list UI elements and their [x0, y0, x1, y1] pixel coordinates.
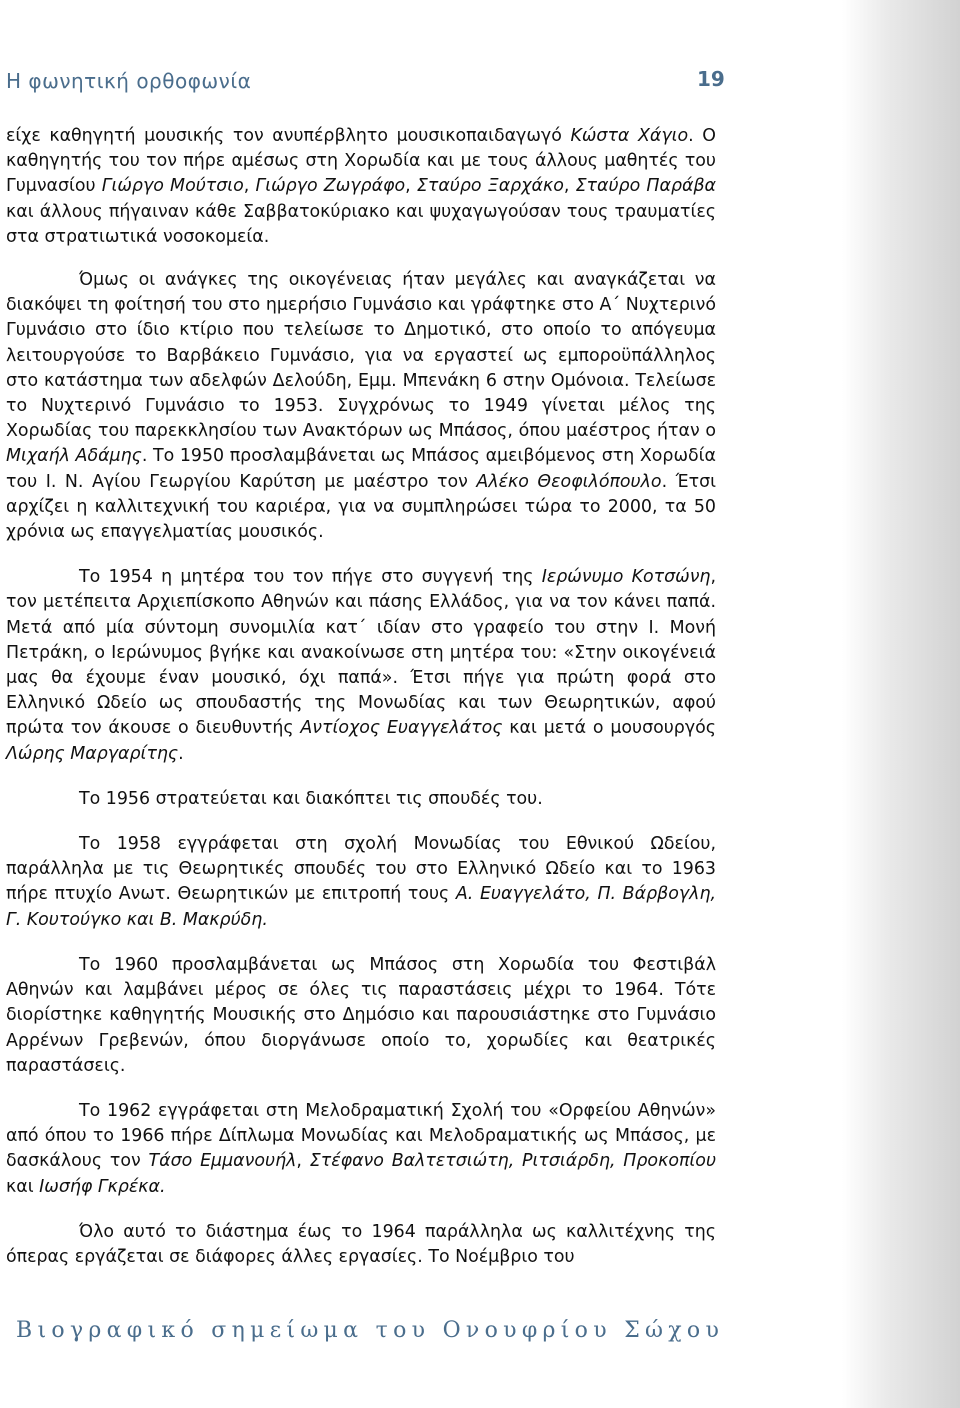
text-run: . Έτσι αρχίζει η καλλιτεχνική του καριέρα, για να συμπληρώσει τώρα το 2000, τα 50 χρόνια ως επαγγελματίας μουσικός. [6, 471, 716, 543]
page-edge-shadow [842, 0, 960, 1408]
text-run: Το 1954 η μητέρα του τον πήγε στο συγγενή της [79, 567, 542, 588]
paragraph-6 [6, 953, 716, 1079]
italic-name: Σταύρο Παράβα [575, 176, 717, 197]
running-header-title: Η φωνητική ορθοφωνία [6, 69, 252, 93]
paragraph-4 [6, 787, 716, 812]
italic-name: Σταύρο Ξαρχάκο [416, 176, 564, 197]
text-run: Όμως οι ανάγκες της οικογένειας ήταν μεγάλες και αναγκάζεται να διακόψει τη φοίτησή του στο ημερήσιο Γυμνάσιο και γράφτηκε στο Α΄ Νυχτερινό Γυμνάσιο στο ίδιο κτίριο που τελείωσε το Δημοτικό, στο οποίο το απόγευμα λειτουργούσε το Βαρβάκειο Γυμνάσιο, για να εργαστεί ως εμποροϋπάλληλος στο κατάστημα των αδελφών Δελούδη, Εμμ. Μπενάκη 6 στην Ομόνοια. Τελείωσε το Νυχτερινό Γυμνάσιο το 1953. Συγχρόνως το 1949 γίνεται μέλος της Χορωδίας του παρεκκλησίου των Ανακτόρων ως Μπάσος, όπου μαέστρος ήταν ο [6, 270, 716, 442]
italic-name: Μιχαήλ Αδάμης [6, 446, 142, 467]
text-run: είχε καθηγητή μουσικής τον ανυπέρβλητο μουσικοπαιδαγωγό [6, 126, 571, 146]
text-run: Όλο αυτό το διάστημα έως το 1964 παράλληλα ως καλλιτέχνης της όπερας εργάζεται σε διάφορες άλλες εργασίες. Το Νοέμβριο του [6, 1221, 716, 1267]
italic-name: Αλέκο Θεοφιλόπουλο [476, 471, 662, 492]
text-run: . Ο καθηγητής του τον πήρε αμέσως στη Χορωδία και με τους άλλους μαθητές του Γυμνασίου [6, 126, 716, 197]
italic-name: Τάσο Εμμανουήλ [148, 1151, 297, 1172]
paragraph-1 [6, 124, 716, 250]
document-body [6, 124, 716, 1290]
text-run: . [178, 743, 184, 764]
text-run: Το 1962 εγγράφεται στη Μελοδραματική Σχολή του «Ορφείου Αθηνών» από όπου το 1966 πήρε Δίπλωμα Μονωδίας και Μελοδραματικής ως Μπάσος, με δασκάλους τον [6, 1100, 716, 1172]
paragraph-2 [6, 268, 716, 545]
text-run: , [243, 176, 256, 197]
page-number: 19 [697, 67, 725, 91]
text-run: και μετά ο μουσουργός [502, 718, 716, 739]
italic-name: Ιωσήφ Γκρέκα. [39, 1176, 166, 1197]
paragraph-3 [6, 565, 716, 767]
text-run: , [405, 176, 417, 197]
italic-name: Ιερώνυμο Κοτσώνη [541, 567, 711, 588]
text-run: και [6, 1176, 40, 1197]
text-run: , τον μετέπειτα Αρχιεπίσκοπο Αθηνών και πάσης Ελλάδος, για να τον κάνει παπά. Μετά από μία σύντομη συνομιλία κατ΄ ιδίαν στο γραφείο του στην Ι. Μονή Πετράκη, ο Ιερώνυμος βγήκε και ανακοίνωσε στη μητέρα του: «Στην οικογένειά μας θα έχουμε έναν μουσικό, όχι παπά». Έτσι πήγε για πρώτη φορά στο Ελληνικό Ωδείο ως σπουδαστής της Μονωδίας και των Θεωρητικών, αφού πρώτα τον άκουσε ο διευθυντής [6, 567, 716, 739]
italic-name: Α. Ευαγγελάτο, Π. Βάρβογλη, Γ. Κουτούγκο και Β. Μακρύδη. [6, 884, 716, 930]
paragraph-5 [6, 832, 716, 933]
italic-name: Στέφανο Βαλτετσιώτη, Ριτσιάρδη, Προκοπίου [309, 1151, 717, 1172]
text-run: και άλλους πήγαιναν κάθε Σαββατοκύριακο και ψυχαγωγούσαν τους τραυματίες στα στρατιωτικά νοσοκομεία. [6, 201, 716, 247]
text-run: Το 1956 στρατεύεται και διακόπτει τις σπουδές του. [79, 788, 543, 809]
text-run: Το 1960 προσλαμβάνεται ως Μπάσος στη Χορωδία του Φεστιβάλ Αθηνών και λαμβάνει μέρος σε όλες τις παραστάσεις μέχρι το 1964. Τότε διορίστηκε καθηγητής Μουσικής στο Δημόσιο και παρουσιάστηκε στο Γυμνάσιο Αρρένων Γρεβενών, όπου διοργάνωσε οποίο το, χορωδίες και θεατρικές παραστάσεις. [6, 954, 716, 1076]
text-run: , [563, 176, 576, 197]
italic-name: Γιώργο Ζωγράφο [255, 176, 406, 197]
italic-name: Γιώργο Μούτσιο [101, 176, 244, 197]
text-run: . Το 1950 προσλαμβάνεται ως Μπάσος αμειβόμενος στη Χορωδία του Ι. Ν. Αγίου Γεωργίου Καρύτση με μαέστρο τον [6, 446, 716, 492]
paragraph-7 [6, 1099, 716, 1200]
paragraph-8 [6, 1220, 716, 1270]
text-run: Το 1958 εγγράφεται στη σχολή Μονωδίας του Εθνικού Ωδείου, παράλληλα με τις Θεωρητικές σπουδές του στο Ελληνικό Ωδείο και το 1963 πήρε πτυχίο Ανωτ. Θεωρητικών με επιτροπή τους [6, 834, 716, 905]
italic-name: Κώστα Χάγιο [570, 126, 689, 146]
italic-name: Λώρης Μαργαρίτης [6, 743, 179, 764]
italic-name: Αντίοχος Ευαγγελάτος [300, 718, 503, 739]
text-run: , [296, 1151, 310, 1172]
running-footer: Βιογραφικό σημείωμα του Ονουφρίου Σώχου [16, 1318, 725, 1343]
